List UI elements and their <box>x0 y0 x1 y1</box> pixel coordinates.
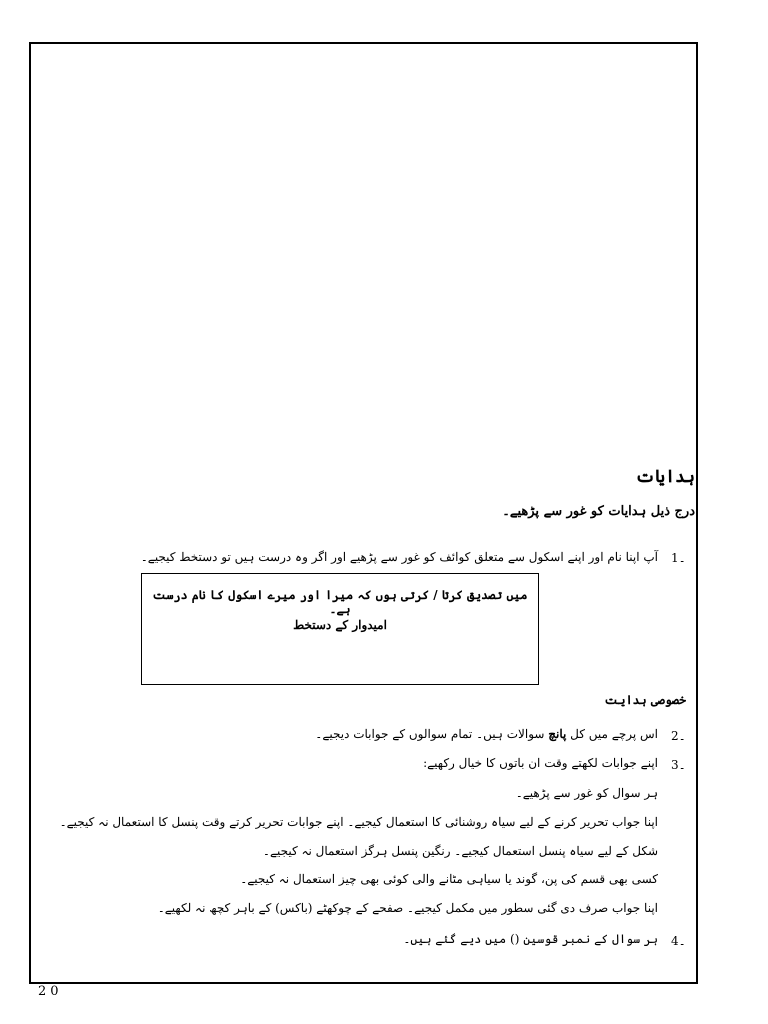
item-2-emphasis: پانچ <box>548 727 567 741</box>
declaration-statement: میں تصدیق کرتا / کرتی ہوں کہ میرا اور میرے اسکول کا نام درست ہے۔ <box>152 588 528 616</box>
candidate-signature-label: امیدوار کے دستخط <box>293 618 387 632</box>
item-3-number: 3۔ <box>671 758 686 772</box>
item-1-number: 1۔ <box>671 551 686 565</box>
sub-point-2: اپنا جواب تحریر کرنے کے لیے سیاہ روشنائی کا استعمال کیجیے۔ اپنے جوابات تحریر کرتے وقت پنسل کا استعمال نہ کیجیے۔ <box>59 815 658 829</box>
sub-point-1: ہر سوال کو غور سے پڑھیے۔ <box>515 786 658 800</box>
declaration-box <box>141 573 539 685</box>
item-2-number: 2۔ <box>671 729 686 743</box>
item-4-text: ہر سوال کے نمبر قوسین () میں دیے گئے ہیں۔ <box>403 932 658 946</box>
sub-point-5: اپنا جواب صرف دی گئی سطور میں مکمل کیجیے۔ صفحے کے چوکھٹے (باکس) کے باہر کچھ نہ لکھیے۔ <box>157 901 658 915</box>
item-1-text: آپ اپنا نام اور اپنے اسکول سے متعلق کوائف کو غور سے پڑھیے اور اگر وہ درست ہیں تو دستخط کیجیے۔ <box>140 550 658 564</box>
item-4-number: 4۔ <box>671 934 686 948</box>
item-2-after: سوالات ہیں۔ تمام سوالوں کے جوابات دیجیے۔ <box>315 727 549 741</box>
item-2-text <box>315 727 658 741</box>
instructions-subheading: درج ذیل ہدایات کو غور سے پڑھیے۔ <box>502 504 695 519</box>
sub-point-4: کسی بھی قسم کی پن، گوند یا سیاہی مٹانے والی کوئی بھی چیز استعمال نہ کیجیے۔ <box>240 872 658 886</box>
instructions-heading: ہدایات <box>635 467 695 487</box>
page-number: 20 <box>38 984 63 999</box>
special-instructions-heading: خصوصی ہدایت <box>604 693 686 707</box>
sub-point-3: شکل کے لیے سیاہ پنسل استعمال کیجیے۔ رنگین پنسل ہرگز استعمال نہ کیجیے۔ <box>262 844 658 858</box>
item-2-before: اس پرچے میں کل <box>566 727 658 741</box>
item-3-text: اپنے جوابات لکھتے وقت ان باتوں کا خیال رکھیے: <box>423 756 658 770</box>
